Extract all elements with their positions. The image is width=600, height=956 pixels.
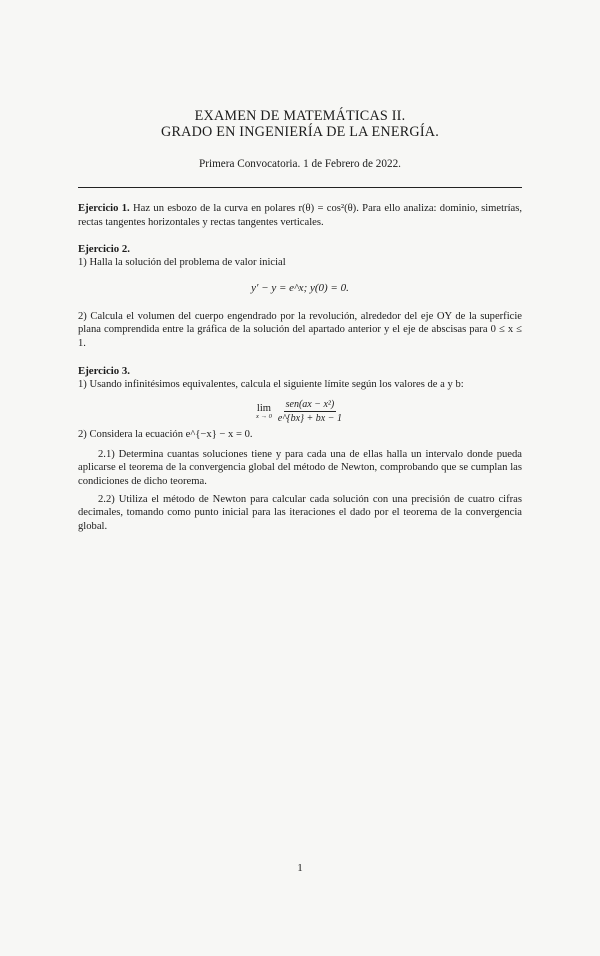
limit-expression [78,399,522,424]
exercise-3-part-2: 2) Considera la ecuación e^{−x} − x = 0. [78,429,253,441]
title-line-1: EXAMEN DE MATEMÁTICAS II. [194,108,406,124]
horizontal-rule [78,187,522,188]
exercise-2-part-2: 2) Calcula el volumen del cuerpo engendrado por la revolución, alrededor del eje OY de la superficie plana comprendida entre la gráfica de la solución del apartado anterior y el eje de abscisas para 0 ≤ x ≤ 1. [78,310,522,349]
exercise-3-part-1: 1) Usando infinitésimos equivalentes, calcula el siguiente límite según los valores de a y b: [78,378,464,390]
exercise-3-sub-2-2: 2.2) Utiliza el método de Newton para calcular cada solución con una precisión de cuatro cifras decimales, tomando como punto inicial para las iteraciones el dado por el teorema de la convergencia global. [78,493,522,532]
exercise-1-text: Haz un esbozo de la curva en polares r(θ) = cos²(θ). Para ello analiza: dominio, simetrías, rectas tangentes horizontales y rectas tangentes verticales. [78,203,522,228]
limit-denominator: e^{bx} + bx − 1 [277,413,342,425]
limit-operator [256,403,272,420]
exercise-3-heading: Ejercicio 3. [78,364,130,377]
page-number: 1 [297,862,303,874]
exercise-1-heading: Ejercicio 1. [78,203,130,214]
exercise-1 [78,202,522,229]
exam-title [78,108,522,140]
exercise-2-equation: y′ − y = e^x; y(0) = 0. [251,281,349,294]
limit-subscript: x → 0 [256,413,272,421]
title-line-2: GRADO EN INGENIERÍA DE LA ENERGÍA. [161,124,439,140]
exercise-2-part-1: 1) Halla la solución del problema de valor inicial [78,257,286,269]
limit-numerator: sen(ax − x²) [285,399,335,411]
exercise-3-sub-2-1: 2.1) Determina cuantas soluciones tiene y para cada una de ellas halla un intervalo donde pueda aplicarse el teorema de la convergencia global del método de Newton, comprobando que se cumplan las condiciones de dicho teorema. [78,448,522,487]
limit-word: lim [256,403,272,415]
exam-page [0,108,600,956]
exercise-2-heading: Ejercicio 2. [78,243,130,256]
exam-date: Primera Convocatoria. 1 de Febrero de 2022. [199,158,401,170]
limit-fraction [276,399,344,424]
